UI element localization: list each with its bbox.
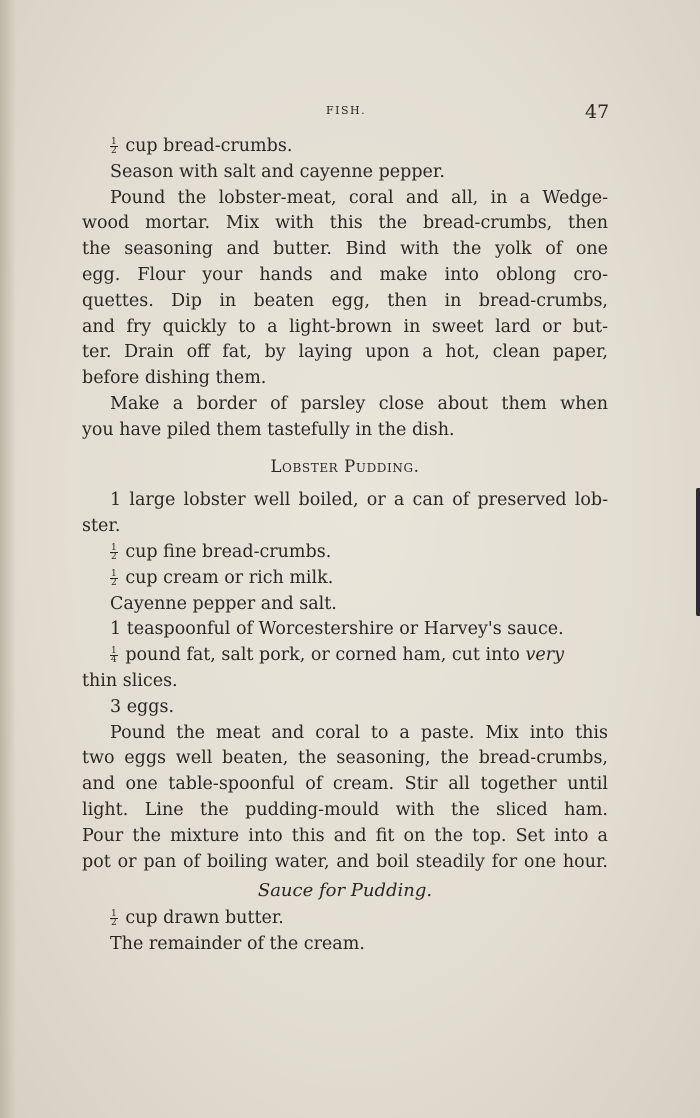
fraction: $\frac{1}{4}$ <box>111 646 117 666</box>
text-line: pot or pan of boiling water, and boil steadily for one hour. <box>82 851 608 872</box>
ingredient-line: $\frac{1}{2}$ cup fine bread-crumbs. <box>111 541 332 562</box>
body-text <box>82 134 608 958</box>
paragraph-border <box>82 392 608 444</box>
text-line: the seasoning and butter. Bind with the yolk of one <box>82 239 608 260</box>
fraction: $\frac{1}{2}$ <box>111 909 117 929</box>
text-line: egg. Flour your hands and make into oblong cro- <box>82 264 608 285</box>
text-line: you have piled them tastefully in the dish. <box>82 419 455 440</box>
ingredient-line: 1 large lobster well boiled, or a can of preserved lob- <box>110 490 608 511</box>
fraction: $\frac{1}{2}$ <box>111 137 117 156</box>
sauce-ingredients <box>82 906 608 958</box>
text-line: wood mortar. Mix with this the bread-crumbs, then <box>82 213 608 234</box>
text-line: Make a border of parsley close about them when <box>110 393 608 414</box>
binding-shadow <box>0 0 16 1118</box>
ingredient-line: $\frac{1}{2}$ cup drawn butter. <box>111 908 284 929</box>
pudding-ingredients <box>82 488 608 720</box>
text-line: light. Line the pudding-mould with the sliced ham. <box>82 799 608 820</box>
page-edge-mark <box>696 488 700 616</box>
page-number: 47 <box>585 101 610 123</box>
text-line: and one table-spoonful of cream. Stir all together until <box>82 774 608 795</box>
ingredient-line: Cayenne pepper and salt. <box>110 593 337 614</box>
text-line: quettes. Dip in beaten egg, then in bread-crumbs, <box>82 290 608 311</box>
text-line: and fry quickly to a light-brown in sweet lard or but- <box>82 316 608 337</box>
ingredient-line: The remainder of the cream. <box>110 933 365 954</box>
recipe-title: Lobster Pudding. <box>270 456 420 476</box>
ingredient-line: thin slices. <box>82 670 178 691</box>
pudding-method <box>82 721 608 876</box>
ingredient-line: ster. <box>82 516 121 537</box>
text-line: Season with salt and cayenne pepper. <box>110 161 445 182</box>
running-head: FISH. <box>326 104 367 117</box>
ingredient-line: 3 eggs. <box>110 696 175 717</box>
text-line: two eggs well beaten, the seasoning, the bread-crumbs, <box>82 748 608 769</box>
text-line: ter. Drain off fat, by laying upon a hot, clean paper, <box>82 342 608 363</box>
fraction: $\frac{1}{2}$ <box>111 568 117 588</box>
paragraph-croquettes <box>82 186 608 392</box>
sauce-title: Sauce for Pudding. <box>257 880 433 902</box>
ingredient-line: 1 teaspoonful of Worcestershire or Harvey's sauce. <box>110 619 564 640</box>
text-line: Pour the mixture into this and fit on the top. Set into a <box>82 825 608 846</box>
text-line: before dishing them. <box>82 368 267 389</box>
ingredient-line: $\frac{1}{2}$ cup cream or rich milk. <box>111 567 334 588</box>
emphasis: very <box>525 645 565 666</box>
text-line: Pound the meat and coral to a paste. Mix into this <box>110 722 608 743</box>
fraction: $\frac{1}{2}$ <box>111 542 117 562</box>
text-line: Pound the lobster-meat, coral and all, in a Wedge- <box>110 187 608 208</box>
ingredient-line: $\frac{1}{4}$ pound fat, salt pork, or corned ham, cut into very <box>111 645 565 666</box>
ingredient-line: $\frac{1}{2}$ cup bread-crumbs. <box>111 136 293 156</box>
